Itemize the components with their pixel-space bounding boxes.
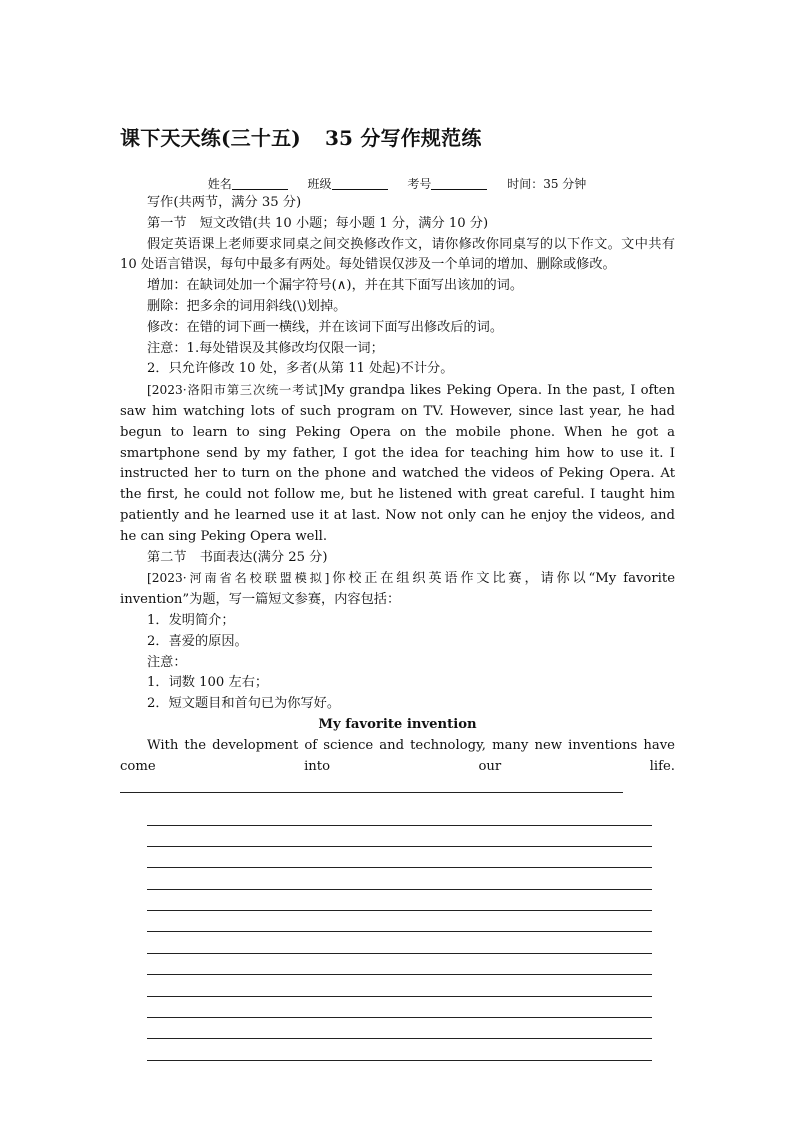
class-label: 班级 (307, 177, 332, 191)
content-item-1: 1．发明简介； (147, 612, 235, 628)
passage-source: [2023·洛阳市第三次统一考试] (147, 383, 324, 398)
part2-note-label: 注意： (147, 654, 187, 670)
time-text: 时间：35 分钟 (507, 177, 587, 191)
title-sub: 35 分写作规范练 (324, 126, 482, 150)
writing-line[interactable] (147, 890, 652, 911)
part2-note-2: 2．短文题目和首句已为你写好。 (147, 696, 341, 712)
writing-line[interactable] (147, 826, 652, 847)
note-2: 2．只允许修改 10 处，多者(从第 11 处起)不计分。 (147, 361, 454, 377)
part2-prompt (120, 568, 675, 611)
writing-line[interactable] (147, 868, 652, 889)
title-main: 课下天天练(三十五) (120, 126, 301, 150)
id-label: 考号 (407, 177, 432, 191)
prompt-text: 你校正在组织英语作文比赛，请你以“My favorite invention”为题，写一篇短文参赛，内容包括： (120, 571, 675, 608)
writing-line[interactable] (147, 932, 652, 953)
name-label: 姓名 (207, 177, 232, 191)
essay-title: My favorite invention (318, 716, 477, 732)
part2-heading: 第二节 书面表达(满分 25 分) (147, 549, 328, 565)
passage-text: My grandpa likes Peking Opera. In the past, I often saw him watching lots of such program on TV. However, since last year, he had begun to learn to sing Peking Opera on the mobile phone. When he got a smartphone send by my father, I got the idea for teaching him how to use it. I instructed her to turn on the phone and watched the videos of Peking Opera. At the first, he could not follow me, but he listened with great careful. I taught him patiently and he learned use it at last. Now not only can he enjoy the videos, and he can sing Peking Opera well. (120, 383, 675, 544)
content-item-2: 2．喜爱的原因。 (147, 633, 248, 649)
rule-add: 增加：在缺词处加一个漏字符号(∧)，并在其下面写出该加的词。 (147, 278, 524, 294)
writing-line[interactable] (147, 997, 652, 1018)
id-blank[interactable] (431, 177, 487, 190)
prompt-source: [2023·河南省名校联盟模拟] (147, 571, 330, 586)
part2-note-1: 1．词数 100 左右； (147, 675, 269, 691)
note-1: 注意：1.每处错误及其修改均仅限一词； (147, 340, 384, 356)
writing-line[interactable] (147, 1018, 652, 1039)
section-heading: 写作(共两节，满分 35 分) (147, 195, 302, 210)
writing-line[interactable] (147, 804, 652, 825)
writing-lines (147, 804, 652, 1061)
essay-start-text: With the development of science and technology, many new inventions have come into our life. (120, 737, 675, 774)
writing-line[interactable] (147, 1039, 652, 1060)
writing-line[interactable] (147, 911, 652, 932)
rule-modify: 修改：在错的词下画一横线，并在该词下面写出修改后的词。 (147, 319, 504, 335)
writing-line[interactable] (147, 847, 652, 868)
class-blank[interactable] (332, 177, 388, 190)
writing-line[interactable] (147, 975, 652, 996)
part1-intro: 假定英语课上老师要求同桌之间交换修改作文，请你修改你同桌写的以下作文。文中共有 10 处语言错误，每句中最多有两处。每处错误仅涉及一个单词的增加、删除或修改。 (120, 236, 675, 273)
page-title (120, 122, 482, 151)
writing-line-first[interactable] (120, 778, 623, 793)
writing-line[interactable] (147, 954, 652, 975)
error-passage (120, 380, 675, 547)
rule-delete: 删除：把多余的词用斜线(\)划掉。 (147, 298, 347, 314)
worksheet-content (120, 193, 675, 1061)
part1-heading: 第一节 短文改错(共 10 小题；每小题 1 分，满分 10 分) (147, 215, 489, 231)
name-blank[interactable] (232, 177, 288, 190)
essay-start (120, 736, 675, 798)
student-info-row (0, 175, 794, 192)
